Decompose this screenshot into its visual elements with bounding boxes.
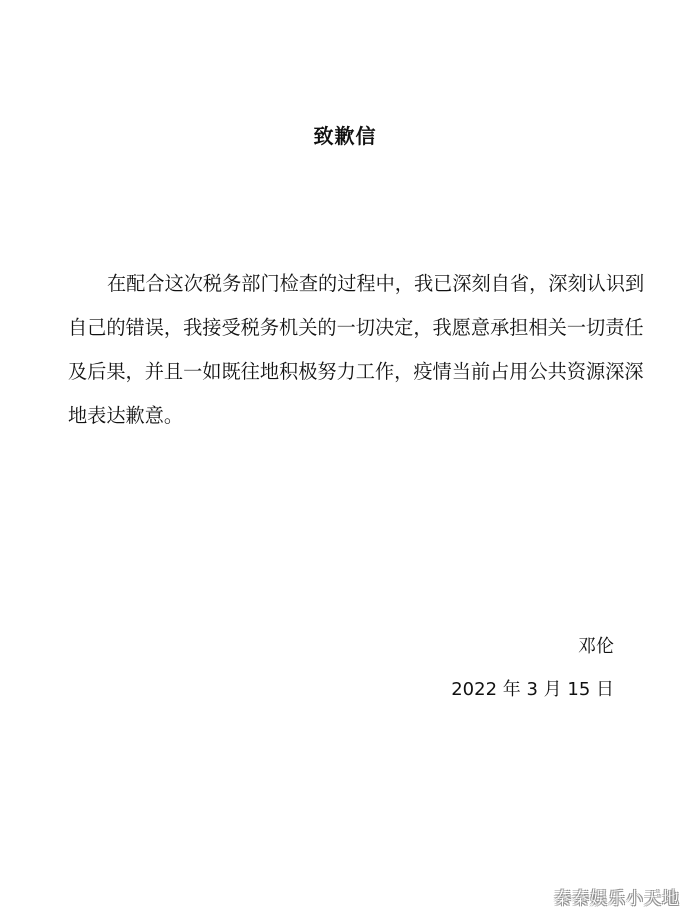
- signature-date: 2022 年 3 月 15 日: [451, 679, 614, 700]
- letter-body-paragraph: [68, 262, 645, 438]
- signature-name: 邓伦: [578, 636, 614, 657]
- paragraph-line-4: 地表达歉意。: [68, 404, 184, 427]
- paragraph-line-1: 在配合这次税务部门检查的过程中，我已深刻自省，深刻认识到: [107, 272, 645, 295]
- paragraph-line-3: 及后果，并且一如既往地积极努力工作，疫情当前占用公共资源深深: [68, 360, 644, 383]
- paragraph-line-2: 自己的错误，我接受税务机关的一切决定，我愿意承担相关一切责任: [68, 316, 644, 339]
- letter-title: 致歉信: [313, 124, 377, 148]
- watermark-text: 秦秦娱乐小天地: [554, 889, 680, 909]
